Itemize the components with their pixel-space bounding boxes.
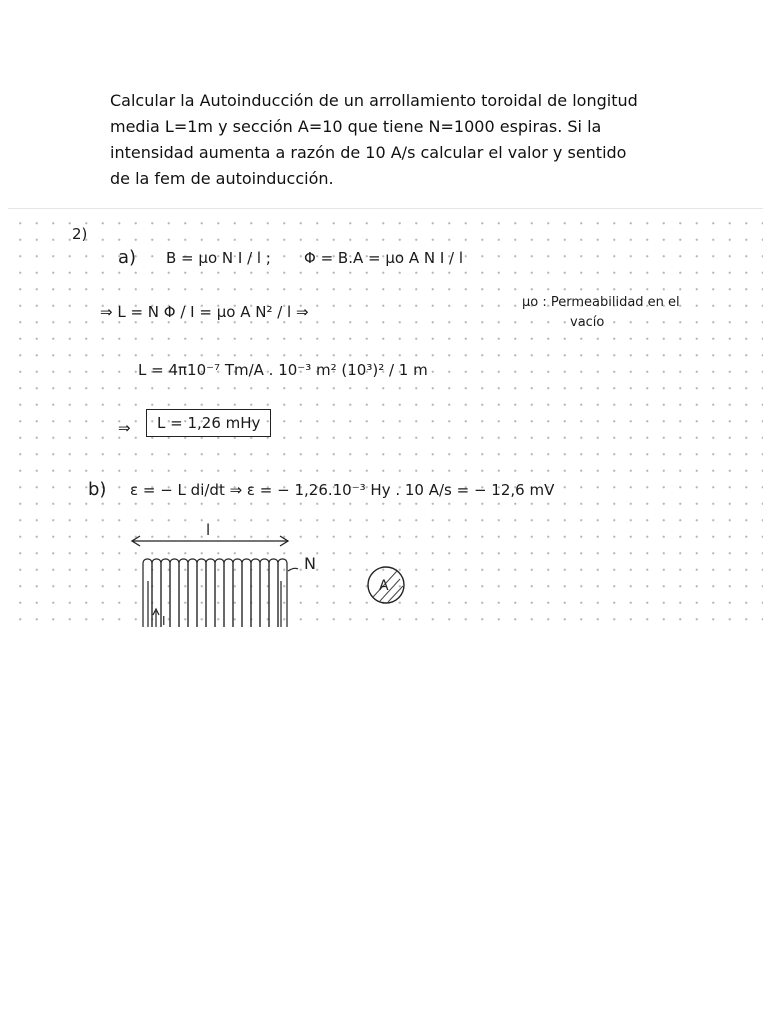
result-inductance: L = 1,26 mHy	[146, 409, 271, 437]
part-a-label: a)	[118, 247, 137, 268]
equation-inductance: ⇒ L = N Φ / I = μo A N² / l ⇒	[100, 303, 309, 321]
problem-line-1: Calcular la Autoinducción de un arrollamiento toroidal de longitud	[110, 91, 638, 110]
area-label: A	[379, 578, 389, 594]
part-b-label: b)	[88, 479, 107, 500]
problem-line-4: de la fem de autoinducción.	[110, 169, 334, 188]
dimension-label: l	[206, 521, 211, 539]
coil-pointer	[288, 568, 298, 571]
problem-statement	[110, 88, 710, 192]
equation-inductance-numeric: L = 4π10⁻⁷ Tm/A . 10⁻³ m² (10³)² / 1 m	[138, 361, 428, 379]
problem-line-2: media L=1m y sección A=10 que tiene N=1000 espiras. Si la	[110, 117, 602, 136]
current-label: I	[162, 614, 166, 627]
problem-line-3: intensidad aumenta a razón de 10 A/s calcular el valor y sentido	[110, 143, 627, 162]
note-permeability: μo : Permeabilidad en el	[522, 295, 680, 310]
result-arrow: ⇒	[118, 419, 131, 437]
equation-flux: Φ = B.A = μo A N I / l	[304, 249, 464, 267]
handwritten-solution	[8, 208, 763, 627]
note-vacuum: vacío	[570, 315, 605, 330]
equation-emf: ε = − L di/dt ⇒ ε = − 1,26.10⁻³ Hy . 10 A/s = − 12,6 mV	[130, 481, 555, 499]
coil-sketch	[8, 209, 763, 627]
solution-number: 2)	[72, 225, 88, 243]
equation-magnetic-field: B = μo N I / l ;	[166, 249, 271, 267]
coil-label: N	[304, 554, 316, 573]
